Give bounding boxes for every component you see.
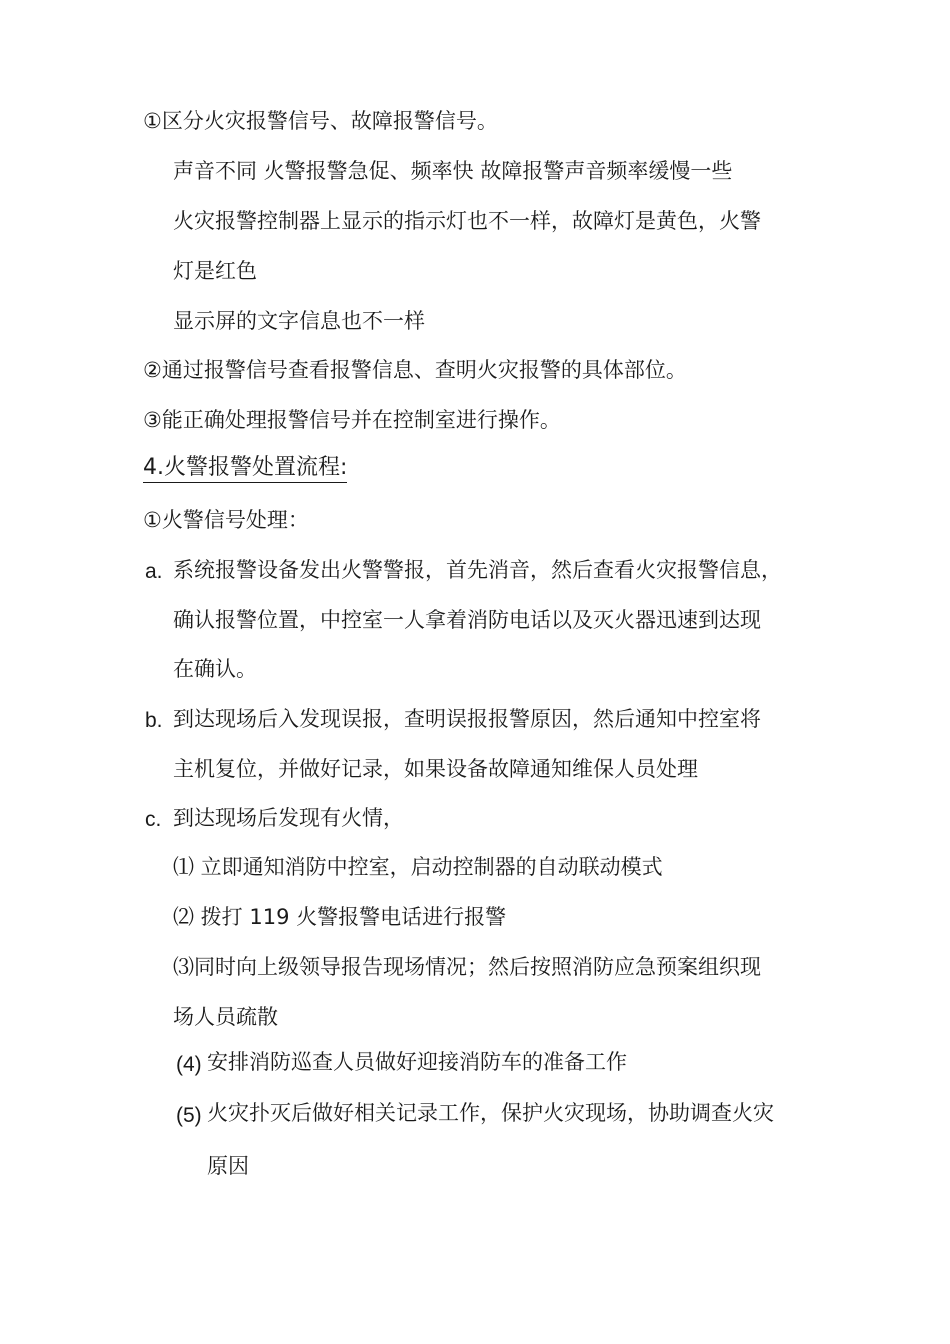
fire-signal-subheading: ①火警信号处理： bbox=[143, 508, 309, 532]
step-c-sub-2: ⑵ 拨打 119 火警报警电话进行报警 bbox=[173, 905, 507, 929]
item-3-handle: ③能正确处理报警信号并在控制室进行操作。 bbox=[143, 408, 561, 432]
step-a-line-2: 确认报警位置，中控室一人拿着消防电话以及灭火器迅速到达现 bbox=[173, 608, 761, 632]
step-c-sub-4-marker: (4) bbox=[176, 1053, 202, 1076]
item-1-detail-light-line-2: 灯是红色 bbox=[173, 259, 257, 283]
item-2-locate: ②通过报警信号查看报警信息、查明火灾报警的具体部位。 bbox=[143, 358, 687, 382]
step-c-sub-5-marker: (5) bbox=[176, 1104, 202, 1127]
item-1-detail-light-line-1: 火灾报警控制器上显示的指示灯也不一样，故障灯是黄色，火警 bbox=[173, 209, 761, 233]
step-c-marker: c. bbox=[145, 808, 162, 831]
step-c-sub-3-line-2: 场人员疏散 bbox=[173, 1005, 278, 1029]
step-c-sub-1: ⑴ 立即通知消防中控室，启动控制器的自动联动模式 bbox=[173, 855, 663, 879]
step-c-line-1: 到达现场后发现有火情， bbox=[173, 806, 404, 830]
section-4-heading: 4.火警报警处置流程: bbox=[143, 457, 347, 483]
step-b-marker: b. bbox=[145, 709, 163, 732]
step-a-line-3: 在确认。 bbox=[173, 657, 257, 681]
item-1-distinguish-signals: ①区分火灾报警信号、故障报警信号。 bbox=[143, 109, 498, 133]
step-a-marker: a. bbox=[145, 560, 163, 583]
step-a-line-1: 系统报警设备发出火警警报，首先消音，然后查看火灾报警信息， bbox=[173, 558, 782, 582]
step-b-line-2: 主机复位，并做好记录，如果设备故障通知维保人员处理 bbox=[173, 757, 698, 781]
step-c-sub-4: 安排消防巡查人员做好迎接消防车的准备工作 bbox=[207, 1050, 627, 1074]
step-c-sub-5-line-1: 火灾扑灭后做好相关记录工作，保护火灾现场，协助调查火灾 bbox=[207, 1101, 774, 1125]
step-b-line-1: 到达现场后入发现误报，查明误报报警原因，然后通知中控室将 bbox=[173, 707, 761, 731]
step-c-sub-5-line-2: 原因 bbox=[207, 1154, 249, 1178]
step-c-sub-3-line-1: ⑶同时向上级领导报告现场情况；然后按照消防应急预案组织现 bbox=[173, 955, 761, 979]
item-1-detail-text: 显示屏的文字信息也不一样 bbox=[173, 309, 425, 333]
item-1-detail-sound: 声音不同 火警报警急促、频率快 故障报警声音频率缓慢一些 bbox=[173, 159, 733, 183]
